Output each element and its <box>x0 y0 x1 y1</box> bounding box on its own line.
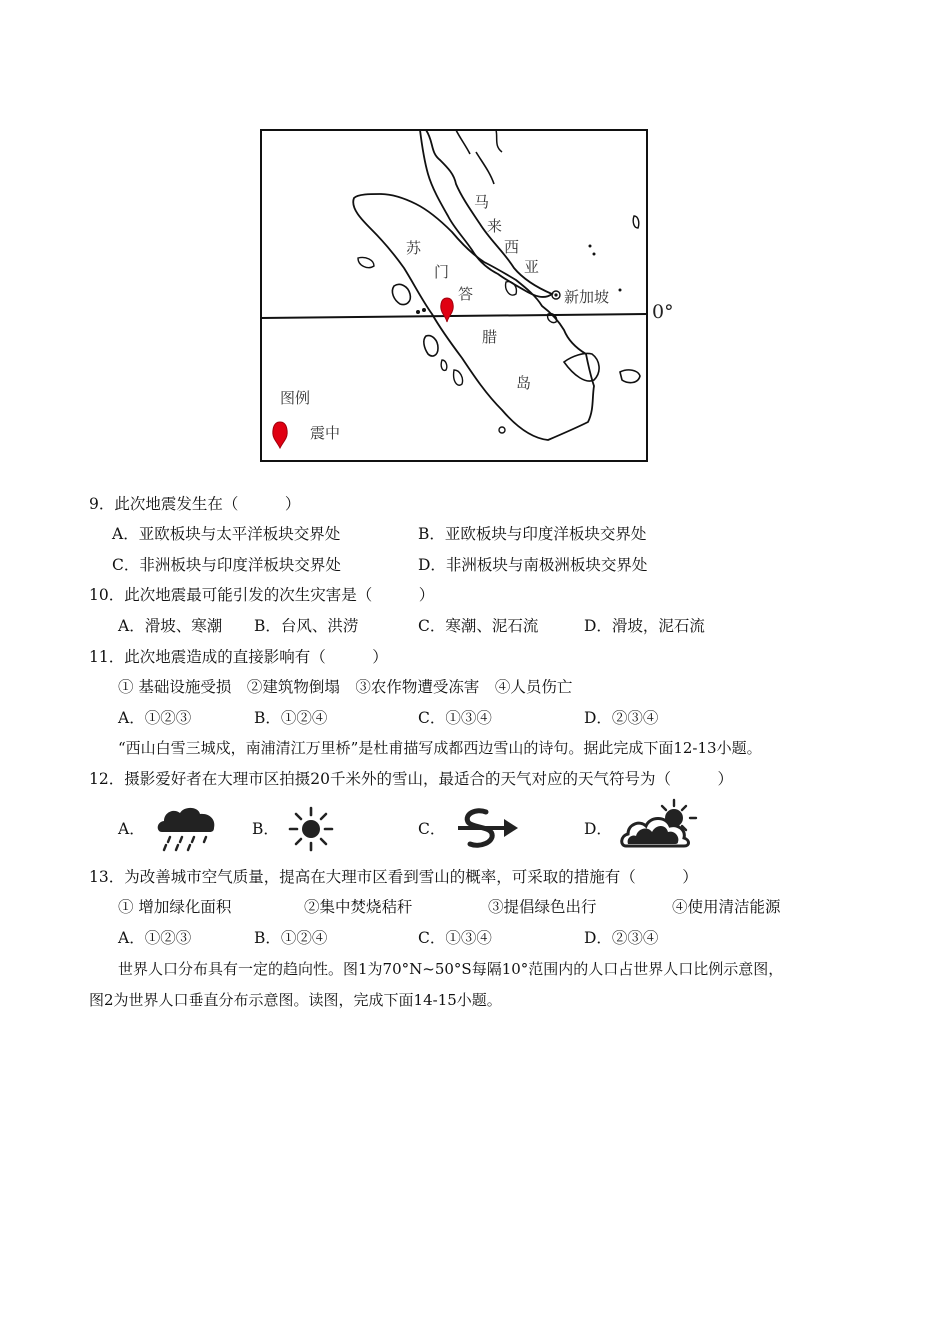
q12-option-c-label[interactable]: C． <box>418 820 446 838</box>
island-bangka <box>564 353 599 381</box>
legend-epicenter-label: 震中 <box>310 424 341 442</box>
q10-option-b[interactable]: B．台风、洪涝 <box>254 617 359 635</box>
q13-option-c[interactable]: C．①③④ <box>418 929 492 947</box>
label-sumatra-2: 门 <box>434 263 450 281</box>
label-singapore: 新加坡 <box>564 288 610 306</box>
q12-option-b-label[interactable]: B． <box>252 820 279 838</box>
q9-option-d[interactable]: D．非洲板块与南极洲板块交界处 <box>418 556 648 574</box>
earthquake-map <box>258 128 678 464</box>
q13-item-4: ④使用清洁能源 <box>672 898 781 916</box>
label-malaysia-1: 马 <box>474 193 490 211</box>
label-sumatra-1: 苏 <box>406 239 422 257</box>
q13-option-a[interactable]: A．①②③ <box>118 929 192 947</box>
q13-item-3: ③提倡绿色出行 <box>488 898 597 916</box>
sandstorm-icon[interactable] <box>456 806 520 850</box>
q13-stem: 13．为改善城市空气质量，提高在大理市区看到雪山的概率，可采取的措施有（ ） <box>89 868 698 886</box>
island-belitung <box>620 370 640 383</box>
q11-items: ① 基础设施受损 ②建筑物倒塌 ③农作物遭受冻害 ④人员伤亡 <box>118 678 573 696</box>
sun-icon[interactable] <box>288 806 334 852</box>
q10-stem: 10．此次地震最可能引发的次生灾害是（ ） <box>89 586 435 604</box>
island-east <box>633 216 639 228</box>
north-coast-line <box>496 130 502 152</box>
q10-option-d[interactable]: D．滑坡，泥石流 <box>584 617 705 635</box>
q9-option-c[interactable]: C．非洲板块与印度洋板块交界处 <box>112 556 341 574</box>
label-equator: 0° <box>652 301 674 323</box>
label-malaysia-3: 西 <box>504 238 520 256</box>
malay-coast-detail <box>456 130 494 184</box>
label-malaysia-2: 来 <box>487 217 503 235</box>
q9-option-b[interactable]: B．亚欧板块与印度洋板块交界处 <box>418 525 647 543</box>
q11-option-b[interactable]: B．①②④ <box>254 709 328 727</box>
q13-option-b[interactable]: B．①②④ <box>254 929 328 947</box>
legend-epicenter-marker <box>273 422 287 448</box>
epicenter-marker <box>441 298 453 322</box>
partly-cloudy-icon[interactable] <box>620 798 698 852</box>
q10-option-a[interactable]: A．滑坡、寒潮 <box>118 617 223 635</box>
q10-option-c[interactable]: C．寒潮、泥石流 <box>418 617 539 635</box>
q13-item-1: ① 增加绿化面积 <box>118 898 232 916</box>
island-1 <box>392 284 410 304</box>
q12-option-d-label[interactable]: D． <box>584 820 612 838</box>
q12-option-a-label[interactable]: A． <box>118 820 145 838</box>
q11-option-c[interactable]: C．①③④ <box>418 709 492 727</box>
intro-12-13: “西山白雪三城戍，南浦清江万里桥”是杜甫描写成都西边雪山的诗句。据此完成下面12-13小题。 <box>118 739 762 757</box>
q11-option-a[interactable]: A．①②③ <box>118 709 192 727</box>
island-2 <box>424 336 438 356</box>
island-3 <box>441 360 447 370</box>
island-5 <box>358 257 374 267</box>
q12-stem: 12．摄影爱好者在大理市区拍摄20千米外的雪山，最适合的天气对应的天气符号为（ ） <box>89 770 733 788</box>
label-sumatra-5: 岛 <box>516 374 532 392</box>
rain-cloud-icon[interactable] <box>154 804 218 852</box>
q11-option-d[interactable]: D．②③④ <box>584 709 659 727</box>
q9-stem: 9．此次地震发生在（ ） <box>89 495 301 513</box>
intro-14-15-line-1: 世界人口分布具有一定的趋向性。图1为70°N~50°S每隔10°范围内的人口占世界人口比例示意图， <box>118 960 784 978</box>
intro-14-15-line-2: 图2为世界人口垂直分布示意图。读图，完成下面14-15小题。 <box>89 991 502 1009</box>
equator-line <box>261 314 647 318</box>
q13-item-2: ②集中焚烧秸秆 <box>304 898 413 916</box>
legend-title: 图例 <box>280 389 311 407</box>
q11-stem: 11．此次地震造成的直接影响有（ ） <box>89 648 388 666</box>
island-4 <box>454 370 463 385</box>
q13-option-d[interactable]: D．②③④ <box>584 929 659 947</box>
label-sumatra-4: 腊 <box>482 328 498 346</box>
label-malaysia-4: 亚 <box>524 258 540 276</box>
label-sumatra-3: 答 <box>458 285 474 303</box>
q9-option-a[interactable]: A．亚欧板块与太平洋板块交界处 <box>112 525 341 543</box>
